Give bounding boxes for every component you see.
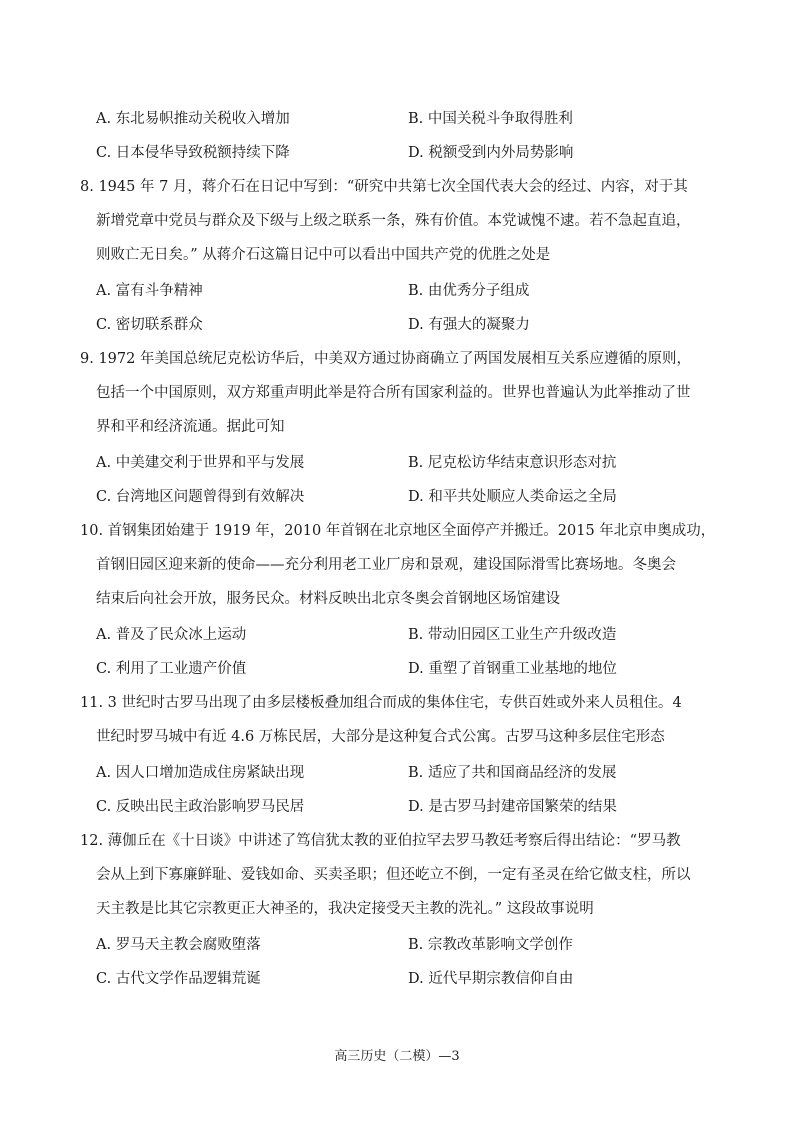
q8-stem-line-3: 则败亡无日矣。” 从蒋介石这篇日记中可以看出中国共产党的优胜之处是 — [96, 247, 551, 263]
q7-option-c[interactable]: C. 日本侵华导致税额持续下降 — [96, 145, 290, 161]
q11-stem-line-2: 世纪时罗马城中有近 4.6 万栋民居，大部分是这种复合式公寓。古罗马这种多层住宅形态 — [96, 729, 665, 745]
q11-options-row-2 — [96, 794, 736, 820]
q12-option-b[interactable]: B. 宗教改革影响文学创作 — [408, 937, 573, 953]
q7-options-row-2 — [96, 140, 736, 166]
q7-option-d[interactable]: D. 税额受到内外局势影响 — [408, 145, 574, 161]
q9-option-c[interactable]: C. 台湾地区问题曾得到有效解决 — [96, 489, 305, 505]
q11-stem-line-1: 11. 3 世纪时古罗马出现了由多层楼板叠加组合而成的集体住宅，专供百姓或外来人员租住。4 — [80, 695, 682, 711]
q12-stem-line-3: 天主教是比其它宗教更正大神圣的，我决定接受天主教的洗礼。” 这段故事说明 — [96, 901, 594, 917]
q10-option-c[interactable]: C. 利用了工业遗产价值 — [96, 661, 247, 677]
q11-option-a[interactable]: A. 因人口增加造成住房紧缺出现 — [96, 765, 305, 781]
q10-option-a[interactable]: A. 普及了民众冰上运动 — [96, 627, 247, 643]
q8-options-row-2 — [96, 312, 736, 338]
q9-option-b[interactable]: B. 尼克松访华结束意识形态对抗 — [408, 455, 617, 471]
q11-option-d[interactable]: D. 是古罗马封建帝国繁荣的结果 — [408, 799, 617, 815]
q9-option-d[interactable]: D. 和平共处顺应人类命运之全局 — [408, 489, 617, 505]
q10-stem-line-3: 结束后向社会开放，服务民众。材料反映出北京冬奥会首钢地区场馆建设 — [96, 591, 560, 607]
q9-options-row-2 — [96, 484, 736, 510]
q12-option-d[interactable]: D. 近代早期宗教信仰自由 — [408, 971, 574, 987]
q10-options-row-1 — [96, 622, 736, 648]
q7-option-a[interactable]: A. 东北易帜推动关税收入增加 — [96, 111, 290, 127]
q12-option-c[interactable]: C. 古代文学作品逻辑荒诞 — [96, 971, 261, 987]
q8-option-b[interactable]: B. 由优秀分子组成 — [408, 283, 530, 299]
q8-option-c[interactable]: C. 密切联系群众 — [96, 317, 203, 333]
q10-option-b[interactable]: B. 带动旧园区工业生产升级改造 — [408, 627, 617, 643]
q12-options-row-2 — [96, 966, 736, 992]
q8-option-d[interactable]: D. 有强大的凝聚力 — [408, 317, 530, 333]
q7-options-row-1 — [96, 106, 736, 132]
q11-option-b[interactable]: B. 适应了共和国商品经济的发展 — [408, 765, 617, 781]
page-footer: 高三历史（二模）—3 — [334, 1049, 460, 1064]
q9-stem-line-1: 9. 1972 年美国总统尼克松访华后，中美双方通过协商确立了两国发展相互关系应遵循的原则， — [80, 351, 691, 367]
q9-option-a[interactable]: A. 中美建交利于世界和平与发展 — [96, 455, 305, 471]
q12-option-a[interactable]: A. 罗马天主教会腐败堕落 — [96, 937, 261, 953]
q9-stem-line-3: 界和平和经济流通。据此可知 — [96, 419, 285, 435]
q9-stem-line-2: 包括一个中国原则，双方郑重声明此举是符合所有国家利益的。世界也普遍认为此举推动了世 — [96, 385, 691, 401]
q10-options-row-2 — [96, 656, 736, 682]
q8-options-row-1 — [96, 278, 736, 304]
q8-stem-line-1: 8. 1945 年 7 月，蒋介石在日记中写到：“研究中共第七次全国代表大会的经过、内容，对于其 — [80, 179, 688, 195]
q10-stem-line-1: 10. 首钢集团始建于 1919 年，2010 年首钢在北京地区全面停产并搬迁。2015 年北京申奥成功， — [80, 523, 716, 539]
q8-option-a[interactable]: A. 富有斗争精神 — [96, 283, 203, 299]
q10-option-d[interactable]: D. 重塑了首钢重工业基地的地位 — [408, 661, 617, 677]
q9-options-row-1 — [96, 450, 736, 476]
q12-options-row-1 — [96, 932, 736, 958]
q8-stem-line-2: 新增党章中党员与群众及下级与上级之联系一条，殊有价值。本党诚愧不逮。若不急起直追， — [96, 213, 691, 229]
q12-stem-line-1: 12. 薄伽丘在《十日谈》中讲述了笃信犹太教的亚伯拉罕去罗马教廷考察后得出结论：“罗马教 — [80, 833, 681, 849]
q11-options-row-1 — [96, 760, 736, 786]
q10-stem-line-2: 首钢旧园区迎来新的使命——充分利用老工业厂房和景观，建设国际滑雪比赛场地。冬奥会 — [96, 557, 676, 573]
q11-option-c[interactable]: C. 反映出民主政治影响罗马民居 — [96, 799, 305, 815]
q7-option-b[interactable]: B. 中国关税斗争取得胜利 — [408, 111, 573, 127]
q12-stem-line-2: 会从上到下寡廉鲜耻、爱钱如命、买卖圣职；但还屹立不倒，一定有圣灵在给它做支柱，所以 — [96, 867, 691, 883]
